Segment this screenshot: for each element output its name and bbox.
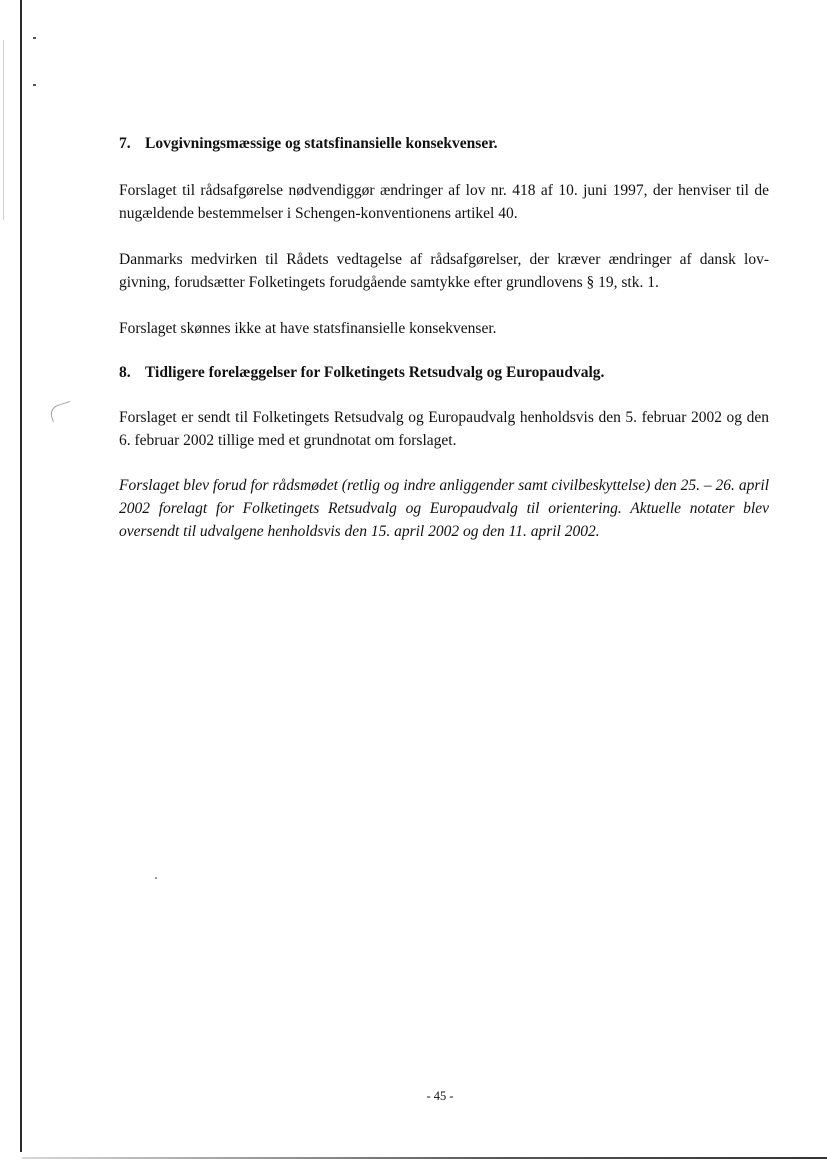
section-8-italic-note: Forslaget blev forud for rådsmødet (retlig og indre anliggender samt civilbeskyttelse) den 25. – 26. april 2002 forelagt for Folketingets Retsudvalg og Europaudvalg til orientering. Aktuelle notater blev oversendt til udvalgene henholdsvis den 15. april 2002 og den 11. april 2002. (119, 477, 769, 540)
scan-speck (33, 84, 36, 86)
section-8-heading (119, 362, 769, 384)
scan-speck (33, 37, 36, 39)
scan-speck (155, 877, 157, 879)
stray-pen-mark (48, 401, 75, 422)
scan-bottom-border (22, 1157, 827, 1159)
section-7-number: 7. (119, 135, 131, 152)
scan-left-border (20, 0, 22, 1152)
section-8-paragraph: Forslaget er sendt til Folketingets Retsudvalg og Europaudvalg henholdsvis den 5. februar 2002 og den 6. februar 2002 tillige med et grundnotat om forslaget. (119, 409, 769, 449)
section-7-paragraph-2: Danmarks medvirken til Rådets vedtagelse af rådsafgørelser, der kræver ændringer af dansk lov-givning, forudsætter Folketingets forudgående samtykke efter grundlovens § 19, stk. 1. (119, 251, 769, 291)
scan-left-faint-line (3, 40, 4, 220)
section-8-number: 8. (119, 364, 131, 381)
document-body (119, 133, 769, 543)
page-number: - 45 - (426, 1089, 454, 1103)
section-7-paragraph-3: Forslaget skønnes ikke at have statsfinansielle konsekvenser. (119, 320, 497, 337)
section-8-title: Tidligere forelæggelser for Folketingets Retsudvalg og Europaudvalg. (145, 364, 605, 381)
section-7-heading (119, 133, 769, 155)
section-7-title: Lovgivningsmæssige og statsfinansielle konsekvenser. (145, 135, 498, 152)
section-7-paragraph-1: Forslaget til rådsafgørelse nødvendiggør ændringer af lov nr. 418 af 10. juni 1997, der henviser til de nugældende bestemmelser i Schengen-konventionens artikel 40. (119, 182, 769, 222)
